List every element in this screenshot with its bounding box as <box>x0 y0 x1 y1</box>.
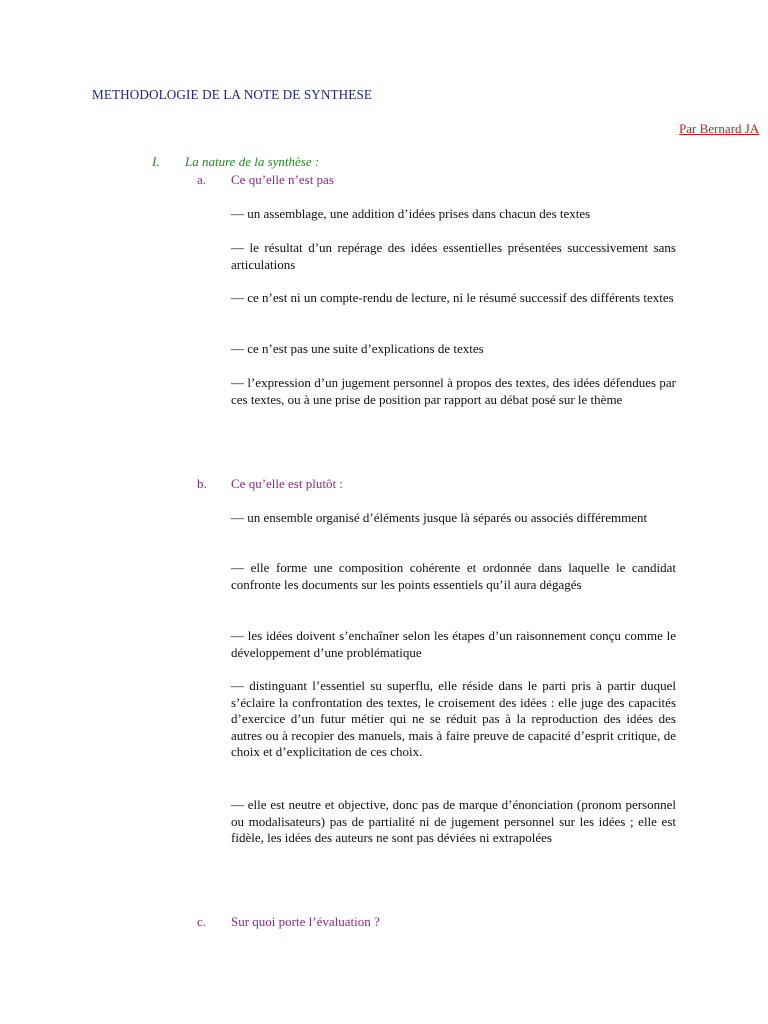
subsection-title: Ce qu’elle est plutôt : <box>231 476 343 491</box>
subsection-title: Ce qu’elle n’est pas <box>231 172 334 187</box>
subsection-heading-c <box>197 914 380 931</box>
section-title: La nature de la synthèse : <box>185 154 320 169</box>
list-item: — elle est neutre et objective, donc pas de marque d’énonciation (pronom personnel ou modalisateurs) pas de partialité ni de jugement personnel sur les idées ; elle est fidèle, les idées des auteurs ne sont pas déviées ni extrapolées <box>231 797 676 845</box>
list-item: — distinguant l’essentiel su superflu, elle réside dans le parti pris à partir duquel s’éclaire la confrontation des textes, le croisement des idées : elle juge des capacités d’exercice d’un futur métier qui ne se réduit pas à la reproduction des idées des autres ou à recopier des manuels, mais à faire preuve de capacité d’esprit critique, de choix et d’explicitation de ces choix. <box>231 678 676 759</box>
subsection-heading-b <box>197 476 343 493</box>
list-item: — ce n’est pas une suite d’explications de textes <box>231 341 484 356</box>
list-item: — le résultat d’un repérage des idées essentielles présentées successivement sans articulations <box>231 240 676 272</box>
subsection-heading-a <box>197 172 334 189</box>
list-item: — les idées doivent s’enchaîner selon les étapes d’un raisonnement conçu comme le développement d’une problématique <box>231 628 676 660</box>
list-item: — ce n’est ni un compte-rendu de lecture, ni le résumé successif des différents textes <box>231 290 674 305</box>
list-item: — elle forme une composition cohérente et ordonnée dans laquelle le candidat confronte les documents sur les points essentiels qu’il aura dégagés <box>231 560 676 592</box>
list-item: — l’expression d’un jugement personnel à propos des textes, des idées défendues par ces textes, ou à une prise de position par rapport au débat posé sur le thème <box>231 375 676 407</box>
document-title: METHODOLOGIE DE LA NOTE DE SYNTHESE <box>92 87 373 102</box>
subsection-letter: b. <box>197 476 207 491</box>
subsection-letter: c. <box>197 914 207 929</box>
section-number: I. <box>152 154 160 169</box>
subsection-title: Sur quoi porte l’évaluation ? <box>231 914 380 929</box>
subsection-letter: a. <box>197 172 207 187</box>
list-item: — un assemblage, une addition d’idées prises dans chacun des textes <box>231 206 591 221</box>
section-heading <box>152 154 319 171</box>
author-link[interactable]: Par Bernard JA <box>679 121 760 136</box>
list-item: — un ensemble organisé d’éléments jusque là séparés ou associés différemment <box>231 510 648 525</box>
